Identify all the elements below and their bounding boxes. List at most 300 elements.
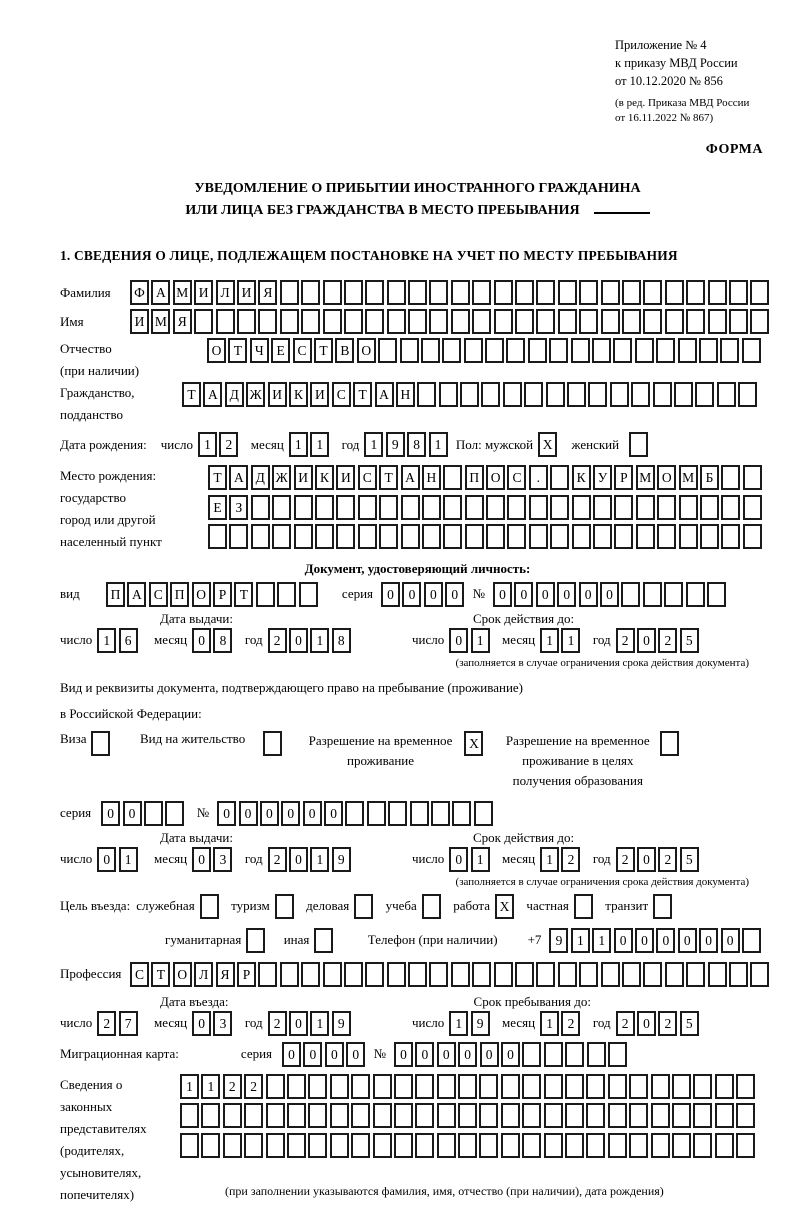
patronymic-cell[interactable]: В [335,338,354,363]
residence-number-cell[interactable]: 0 [260,801,279,826]
representatives-cell[interactable] [544,1103,563,1128]
doc-valid-year-cell[interactable]: 2 [658,628,677,653]
phone-cell[interactable] [742,928,761,953]
citizenship-cell[interactable] [588,382,607,407]
profession-cell[interactable] [387,962,406,987]
representatives-cell[interactable] [522,1133,541,1158]
surname-cell[interactable] [750,280,769,305]
birth-place-cell[interactable] [294,495,313,520]
patronymic-cell[interactable] [635,338,654,363]
migration-series-cell[interactable]: 0 [282,1042,301,1067]
name-cell[interactable] [601,309,620,334]
citizenship-cell[interactable]: А [203,382,222,407]
residence-number-cell[interactable] [345,801,364,826]
surname-cell[interactable]: Ф [130,280,149,305]
citizenship-cell[interactable]: С [332,382,351,407]
representatives-cell[interactable] [266,1133,285,1158]
patronymic-cell[interactable] [378,338,397,363]
phone-cell[interactable]: 9 [549,928,568,953]
representatives-cell[interactable] [715,1133,734,1158]
birth-place-cell[interactable] [422,524,441,549]
patronymic-cell[interactable]: О [357,338,376,363]
birth-place-cell[interactable] [550,495,569,520]
birth-place-cell[interactable]: К [572,465,591,490]
residence-number-cell[interactable]: 0 [281,801,300,826]
birth-place-cell[interactable]: З [229,495,248,520]
representatives-cell[interactable] [522,1103,541,1128]
doc-kind-cell[interactable]: Р [213,582,232,607]
citizenship-cell[interactable]: К [289,382,308,407]
name-cell[interactable] [301,309,320,334]
residence-valid-day-cell[interactable]: 0 [449,847,468,872]
patronymic-cell[interactable] [421,338,440,363]
migration-number-cell[interactable]: 0 [501,1042,520,1067]
birth-place-cell[interactable] [208,524,227,549]
name-cell[interactable]: И [130,309,149,334]
birth-place-cell[interactable] [572,495,591,520]
patronymic-cell[interactable]: Т [228,338,247,363]
citizenship-cell[interactable]: Т [182,382,201,407]
male-checkbox-cell[interactable]: X [538,432,557,457]
profession-cell[interactable]: Я [216,962,235,987]
birth-place-cell[interactable] [315,524,334,549]
name-cell[interactable] [536,309,555,334]
migration-series-cell[interactable]: 0 [346,1042,365,1067]
birth-place-cell[interactable] [229,524,248,549]
birth-place-cell[interactable] [486,495,505,520]
patronymic-cell[interactable] [464,338,483,363]
profession-cell[interactable] [686,962,705,987]
doc-number-cell[interactable]: 0 [514,582,533,607]
entry-month-cell[interactable]: 3 [213,1011,232,1036]
birth-place-cell[interactable]: Ж [272,465,291,490]
birth-place-cell[interactable] [358,495,377,520]
residence-issue-year-cell[interactable]: 1 [310,847,329,872]
patronymic-cell[interactable]: С [293,338,312,363]
surname-cell[interactable] [280,280,299,305]
doc-kind-cell[interactable]: Т [234,582,253,607]
birth-place-cell[interactable]: М [679,465,698,490]
birth-place-cell[interactable] [657,524,676,549]
doc-kind-cell[interactable] [299,582,318,607]
citizenship-cell[interactable] [481,382,500,407]
name-cell[interactable] [665,309,684,334]
doc-number-cell[interactable] [643,582,662,607]
representatives-cell[interactable] [437,1074,456,1099]
representatives-cell[interactable] [715,1074,734,1099]
residence-valid-month-cell[interactable]: 1 [540,847,559,872]
profession-cell[interactable] [536,962,555,987]
entry-year-cell[interactable]: 1 [310,1011,329,1036]
representatives-cell[interactable] [693,1103,712,1128]
citizenship-cell[interactable]: Н [396,382,415,407]
birth-place-cell[interactable]: П [465,465,484,490]
purpose-other-cell[interactable] [314,928,333,953]
residence-valid-year-cell[interactable]: 5 [680,847,699,872]
representatives-cell[interactable] [651,1103,670,1128]
representatives-cell[interactable] [736,1133,755,1158]
residence-number-cell[interactable] [367,801,386,826]
phone-cell[interactable]: 0 [678,928,697,953]
phone-cell[interactable]: 0 [614,928,633,953]
representatives-cell[interactable] [672,1103,691,1128]
patronymic-cell[interactable] [742,338,761,363]
residence-number-cell[interactable]: 0 [217,801,236,826]
patronymic-cell[interactable] [571,338,590,363]
representatives-cell[interactable] [586,1074,605,1099]
profession-cell[interactable]: Л [194,962,213,987]
birth-month-cell[interactable]: 1 [289,432,308,457]
representatives-cell[interactable] [693,1133,712,1158]
name-cell[interactable] [408,309,427,334]
purpose-tourism-cell[interactable] [275,894,294,919]
representatives-cell[interactable] [415,1133,434,1158]
citizenship-cell[interactable] [524,382,543,407]
doc-number-cell[interactable] [686,582,705,607]
name-cell[interactable] [750,309,769,334]
birth-place-cell[interactable] [572,524,591,549]
migration-number-cell[interactable] [522,1042,541,1067]
doc-kind-cell[interactable]: С [149,582,168,607]
phone-cell[interactable]: 0 [635,928,654,953]
name-cell[interactable] [515,309,534,334]
surname-cell[interactable]: Л [216,280,235,305]
doc-valid-year-cell[interactable]: 2 [616,628,635,653]
surname-cell[interactable] [429,280,448,305]
representatives-cell[interactable] [672,1074,691,1099]
birth-place-cell[interactable] [379,524,398,549]
birth-place-cell[interactable]: У [593,465,612,490]
profession-cell[interactable] [601,962,620,987]
birth-place-cell[interactable] [743,524,762,549]
birth-place-cell[interactable]: С [507,465,526,490]
stay-day-cell[interactable]: 1 [449,1011,468,1036]
stay-day-cell[interactable]: 9 [471,1011,490,1036]
representatives-cell[interactable] [394,1133,413,1158]
birth-place-cell[interactable] [336,524,355,549]
residence-issue-year-cell[interactable]: 9 [332,847,351,872]
doc-kind-cell[interactable]: П [106,582,125,607]
patronymic-cell[interactable] [485,338,504,363]
residence-permit-checkbox-cell[interactable] [263,731,282,756]
name-cell[interactable] [258,309,277,334]
surname-cell[interactable] [323,280,342,305]
birth-place-cell[interactable]: О [486,465,505,490]
surname-cell[interactable] [515,280,534,305]
representatives-cell[interactable] [201,1133,220,1158]
citizenship-cell[interactable] [546,382,565,407]
migration-number-cell[interactable]: 0 [437,1042,456,1067]
representatives-cell[interactable] [651,1074,670,1099]
phone-cell[interactable]: 0 [656,928,675,953]
doc-issue-year-cell[interactable]: 2 [268,628,287,653]
representatives-cell[interactable] [415,1074,434,1099]
surname-cell[interactable] [665,280,684,305]
visa-checkbox-cell[interactable] [91,731,110,756]
birth-place-cell[interactable] [743,465,762,490]
representatives-cell[interactable] [373,1103,392,1128]
doc-number-cell[interactable] [707,582,726,607]
surname-cell[interactable] [494,280,513,305]
representatives-cell[interactable] [629,1103,648,1128]
representatives-cell[interactable] [330,1133,349,1158]
migration-number-cell[interactable] [587,1042,606,1067]
residence-number-cell[interactable]: 0 [303,801,322,826]
name-cell[interactable] [472,309,491,334]
temp-residence-checkbox-cell[interactable]: X [464,731,483,756]
citizenship-cell[interactable]: А [375,382,394,407]
birth-place-cell[interactable] [465,524,484,549]
doc-issue-year-cell[interactable]: 0 [289,628,308,653]
surname-cell[interactable] [365,280,384,305]
citizenship-cell[interactable]: И [310,382,329,407]
representatives-cell[interactable] [586,1103,605,1128]
migration-number-cell[interactable] [565,1042,584,1067]
representatives-cell[interactable] [629,1133,648,1158]
birth-place-cell[interactable]: Т [208,465,227,490]
patronymic-cell[interactable] [613,338,632,363]
birth-place-cell[interactable]: Н [422,465,441,490]
citizenship-cell[interactable]: Ж [246,382,265,407]
residence-valid-day-cell[interactable]: 1 [471,847,490,872]
birth-place-cell[interactable] [529,524,548,549]
birth-place-cell[interactable] [636,495,655,520]
doc-kind-cell[interactable] [256,582,275,607]
doc-issue-month-cell[interactable]: 8 [213,628,232,653]
surname-cell[interactable]: А [151,280,170,305]
profession-cell[interactable] [344,962,363,987]
migration-number-cell[interactable]: 0 [415,1042,434,1067]
birth-place-cell[interactable]: Т [379,465,398,490]
name-cell[interactable] [429,309,448,334]
citizenship-cell[interactable] [610,382,629,407]
surname-cell[interactable] [622,280,641,305]
purpose-transit-cell[interactable] [653,894,672,919]
doc-kind-cell[interactable]: А [127,582,146,607]
birth-place-cell[interactable] [529,495,548,520]
birth-place-cell[interactable]: С [358,465,377,490]
residence-number-cell[interactable] [388,801,407,826]
residence-issue-year-cell[interactable]: 2 [268,847,287,872]
representatives-cell[interactable] [415,1103,434,1128]
name-cell[interactable] [579,309,598,334]
citizenship-cell[interactable] [503,382,522,407]
birth-place-cell[interactable] [700,495,719,520]
patronymic-cell[interactable]: Ч [250,338,269,363]
doc-issue-year-cell[interactable]: 8 [332,628,351,653]
representatives-cell[interactable] [394,1074,413,1099]
profession-cell[interactable] [429,962,448,987]
birth-place-cell[interactable] [401,524,420,549]
birth-place-cell[interactable] [614,495,633,520]
birth-place-cell[interactable]: И [336,465,355,490]
residence-valid-year-cell[interactable]: 2 [616,847,635,872]
birth-place-cell[interactable] [593,495,612,520]
birth-place-cell[interactable] [315,495,334,520]
birth-place-cell[interactable] [550,465,569,490]
representatives-cell[interactable] [501,1074,520,1099]
profession-cell[interactable] [494,962,513,987]
doc-number-cell[interactable] [621,582,640,607]
representatives-cell[interactable] [693,1074,712,1099]
citizenship-cell[interactable] [417,382,436,407]
stay-month-cell[interactable]: 2 [561,1011,580,1036]
purpose-official-cell[interactable] [200,894,219,919]
surname-cell[interactable]: И [237,280,256,305]
migration-number-cell[interactable] [544,1042,563,1067]
profession-cell[interactable] [643,962,662,987]
representatives-cell[interactable] [287,1103,306,1128]
doc-number-cell[interactable]: 0 [600,582,619,607]
representatives-cell[interactable] [351,1133,370,1158]
name-cell[interactable] [622,309,641,334]
entry-year-cell[interactable]: 0 [289,1011,308,1036]
entry-year-cell[interactable]: 2 [268,1011,287,1036]
purpose-work-cell[interactable]: X [495,894,514,919]
representatives-cell[interactable] [608,1133,627,1158]
representatives-cell[interactable] [736,1074,755,1099]
birth-place-cell[interactable] [443,524,462,549]
doc-number-cell[interactable] [664,582,683,607]
residence-number-cell[interactable] [474,801,493,826]
profession-cell[interactable] [408,962,427,987]
patronymic-cell[interactable]: О [207,338,226,363]
surname-cell[interactable] [686,280,705,305]
doc-issue-day-cell[interactable]: 6 [119,628,138,653]
doc-valid-year-cell[interactable]: 5 [680,628,699,653]
surname-cell[interactable] [472,280,491,305]
residence-valid-month-cell[interactable]: 2 [561,847,580,872]
representatives-cell[interactable]: 2 [223,1074,242,1099]
doc-valid-month-cell[interactable]: 1 [540,628,559,653]
purpose-private-cell[interactable] [574,894,593,919]
name-cell[interactable] [451,309,470,334]
citizenship-cell[interactable]: Т [353,382,372,407]
representatives-cell[interactable] [715,1103,734,1128]
representatives-cell[interactable] [223,1103,242,1128]
name-cell[interactable] [280,309,299,334]
doc-valid-month-cell[interactable]: 1 [561,628,580,653]
name-cell[interactable] [643,309,662,334]
representatives-cell[interactable] [522,1074,541,1099]
patronymic-cell[interactable]: Т [314,338,333,363]
residence-number-cell[interactable]: 0 [239,801,258,826]
surname-cell[interactable]: И [194,280,213,305]
representatives-cell[interactable] [544,1133,563,1158]
birth-place-cell[interactable]: Р [614,465,633,490]
name-cell[interactable] [323,309,342,334]
patronymic-cell[interactable] [506,338,525,363]
representatives-cell[interactable] [308,1103,327,1128]
birth-month-cell[interactable]: 1 [310,432,329,457]
name-cell[interactable] [216,309,235,334]
birth-place-cell[interactable]: М [636,465,655,490]
citizenship-cell[interactable] [460,382,479,407]
representatives-cell[interactable] [736,1103,755,1128]
stay-year-cell[interactable]: 5 [680,1011,699,1036]
name-cell[interactable] [194,309,213,334]
profession-cell[interactable] [472,962,491,987]
representatives-cell[interactable]: 1 [201,1074,220,1099]
birth-day-cell[interactable]: 2 [219,432,238,457]
doc-valid-year-cell[interactable]: 0 [637,628,656,653]
birth-place-cell[interactable]: О [657,465,676,490]
surname-cell[interactable] [451,280,470,305]
patronymic-cell[interactable] [400,338,419,363]
doc-number-cell[interactable]: 0 [579,582,598,607]
residence-issue-month-cell[interactable]: 0 [192,847,211,872]
birth-place-cell[interactable] [294,524,313,549]
representatives-cell[interactable] [458,1133,477,1158]
birth-place-cell[interactable] [657,495,676,520]
stay-year-cell[interactable]: 2 [616,1011,635,1036]
patronymic-cell[interactable] [592,338,611,363]
birth-place-cell[interactable] [272,524,291,549]
surname-cell[interactable] [301,280,320,305]
representatives-cell[interactable] [544,1074,563,1099]
profession-cell[interactable] [451,962,470,987]
birth-place-cell[interactable]: Б [700,465,719,490]
migration-number-cell[interactable]: 0 [480,1042,499,1067]
residence-issue-day-cell[interactable]: 0 [97,847,116,872]
profession-cell[interactable] [365,962,384,987]
representatives-cell[interactable] [458,1074,477,1099]
birth-place-cell[interactable] [401,495,420,520]
representatives-cell[interactable] [373,1133,392,1158]
phone-cell[interactable]: 1 [592,928,611,953]
name-cell[interactable] [365,309,384,334]
citizenship-cell[interactable] [717,382,736,407]
doc-series-cell[interactable]: 0 [424,582,443,607]
citizenship-cell[interactable] [674,382,693,407]
birth-year-cell[interactable]: 9 [386,432,405,457]
birth-year-cell[interactable]: 1 [364,432,383,457]
surname-cell[interactable] [408,280,427,305]
name-cell[interactable]: М [151,309,170,334]
birth-place-cell[interactable] [636,524,655,549]
doc-valid-day-cell[interactable]: 0 [449,628,468,653]
doc-kind-cell[interactable]: О [192,582,211,607]
name-cell[interactable] [237,309,256,334]
stay-month-cell[interactable]: 1 [540,1011,559,1036]
representatives-cell[interactable] [629,1074,648,1099]
representatives-cell[interactable] [308,1133,327,1158]
residence-issue-day-cell[interactable]: 1 [119,847,138,872]
birth-place-cell[interactable] [336,495,355,520]
temp-residence-edu-checkbox-cell[interactable] [660,731,679,756]
patronymic-cell[interactable] [720,338,739,363]
doc-number-cell[interactable]: 0 [493,582,512,607]
representatives-cell[interactable] [501,1103,520,1128]
surname-cell[interactable]: М [173,280,192,305]
phone-cell[interactable]: 0 [699,928,718,953]
name-cell[interactable] [494,309,513,334]
doc-valid-day-cell[interactable]: 1 [471,628,490,653]
doc-kind-cell[interactable]: П [170,582,189,607]
name-cell[interactable]: Я [173,309,192,334]
representatives-cell[interactable] [437,1103,456,1128]
representatives-cell[interactable] [308,1074,327,1099]
profession-cell[interactable] [280,962,299,987]
surname-cell[interactable] [558,280,577,305]
representatives-cell[interactable]: 2 [244,1074,263,1099]
birth-place-cell[interactable] [550,524,569,549]
doc-series-cell[interactable]: 0 [445,582,464,607]
residence-series-cell[interactable]: 0 [101,801,120,826]
profession-cell[interactable] [558,962,577,987]
profession-cell[interactable] [579,962,598,987]
representatives-cell[interactable]: 1 [180,1074,199,1099]
